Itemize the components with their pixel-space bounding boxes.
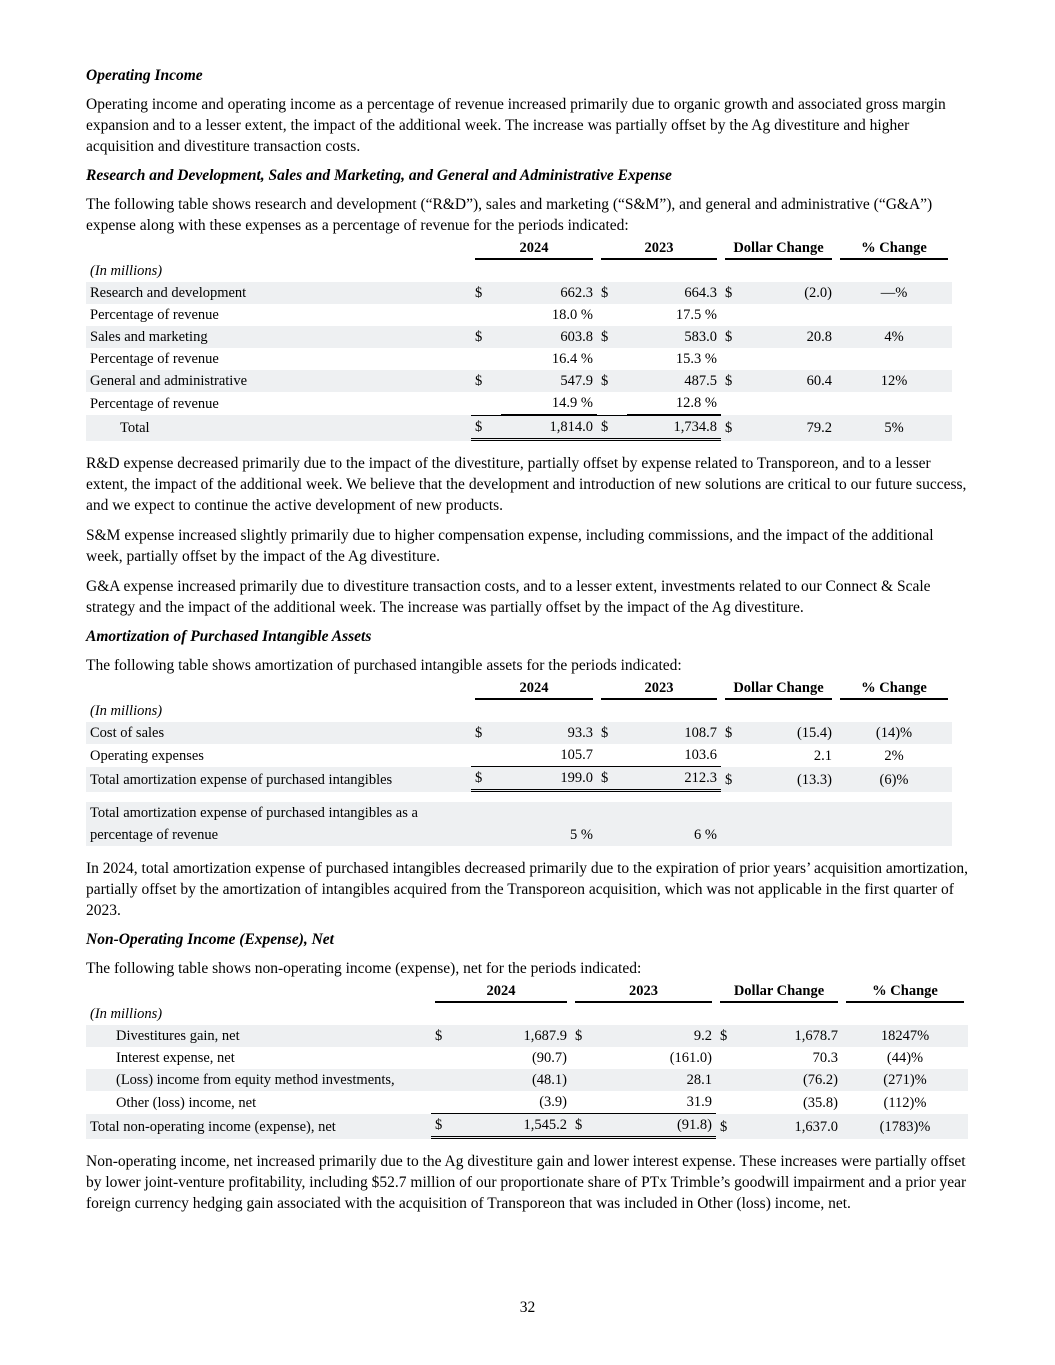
column-header: 2024 [475,678,593,700]
section-heading-rd-sm-ga: Research and Development, Sales and Marketing, and General and Administrative Expense [86,167,672,184]
column-header: 2023 [601,238,717,260]
paragraph: R&D expense decreased primarily due to the impact of the divestiture, partially offset by expense related to Transporeon, and to a lesser extent, the impact of the additional week. We believe that the development and introduction of new solutions are critical to our future success, and we expect to continue the active development of new products. [86,455,967,514]
column-header: % Change [846,981,964,1003]
section-heading-operating-income: Operating Income [86,67,203,84]
column-header: Dollar Change [720,981,838,1003]
paragraph: The following table shows non-operating income (expense), net for the periods indicated: [86,960,642,977]
units-label: (In millions) [90,263,163,279]
paragraph: G&A expense increased primarily due to divestiture transaction costs, and to a lesser extent, investments related to our Connect & Scale strategy and the impact of the additional week. The increase was partially offset by the impact of the Ag divestiture. [86,578,931,616]
amortization-table [86,678,952,846]
table-row-total: Total amortization expense of purchased intangibles $ 199.0 $ 212.3 $ (13.3) (6)% [86,767,952,792]
table-row: (Loss) income from equity method investments, (48.1) 28.1 (76.2) (271)% [86,1069,968,1091]
section-heading-non-operating: Non-Operating Income (Expense), Net [86,931,334,948]
table-row: Total amortization expense of purchased intangibles as a percentage of revenue 5 % 6 % [86,802,952,846]
table-row: Cost of sales $ 93.3 $ 108.7 $ (15.4) (14)% [86,722,952,744]
table-row: Percentage of revenue 18.0 % 17.5 % [90,307,717,323]
paragraph: In 2024, total amortization expense of purchased intangibles decreased primarily due to the expiration of prior years’ acquisition amortization, partially offset by the amortization of intangibles acquired from the Transporeon acquisition, which was not applicable in the first quarter of 2023. [86,860,969,919]
column-header: 2024 [435,981,567,1003]
table-row: Divestitures gain, net $ 1,687.9 $ 9.2 $ 1,678.7 18247% [86,1025,968,1047]
column-header: Dollar Change [725,238,832,260]
table-row-total: Total non-operating income (expense), net $ 1,545.2 $ (91.8) $ 1,637.0 (1783)% [86,1114,968,1139]
table-row: Sales and marketing $ 603.8 $ 583.0 $ 20.8 4% [86,326,952,348]
document-page [86,66,971,1223]
column-header: 2023 [575,981,712,1003]
paragraph: Non-operating income, net increased primarily due to the Ag divestiture gain and lower interest expense. These increases were partially offset by lower joint-venture profitability, including $52.7 million of our proportionate share of PTx Trimble’s goodwill impairment and a prior year foreign currency hedging gain associated with the acquisition of Transporeon that was included in Other (loss) income, net. [86,1153,967,1212]
row-label: percentage of revenue [90,827,219,843]
table-row: General and administrative $ 547.9 $ 487.5 $ 60.4 12% [86,370,952,392]
column-header: 2023 [601,678,717,700]
table-row: Other (loss) income, net (3.9) 31.9 (35.8) (112)% [86,1091,968,1114]
table-row: Research and development $ 662.3 $ 664.3 $ (2.0) —% [86,282,952,304]
non-operating-table [86,981,968,1139]
table-row: Operating expenses 105.7 103.6 2.1 2% [86,744,952,767]
units-label: (In millions) [90,1006,163,1022]
page-number: 32 [519,1299,536,1316]
units-label: (In millions) [90,703,163,719]
column-header: Dollar Change [725,678,832,700]
table-row: Interest expense, net (90.7) (161.0) 70.3 (44)% [116,1050,924,1066]
expense-table [86,238,952,441]
row-label: Total amortization expense of purchased intangibles as a [90,805,418,821]
table-row-total: Total $ 1,814.0 $ 1,734.8 $ 79.2 5% [86,415,952,441]
column-header: % Change [840,678,948,700]
section-heading-amortization: Amortization of Purchased Intangible Assets [86,628,372,645]
paragraph: Operating income and operating income as a percentage of revenue increased primarily due to organic growth and associated gross margin expansion and to a lesser extent, the impact of the additional week. The increase was partially offset by the Ag divestiture and higher acquisition and divestiture transaction costs. [86,96,946,155]
paragraph: S&M expense increased slightly primarily due to higher compensation expense, including commissions, and the impact of the additional week, partially offset by the impact of the Ag divestiture. [86,527,934,565]
paragraph: The following table shows amortization of purchased intangible assets for the periods indicated: [86,657,682,674]
table-row: Percentage of revenue 14.9 % 12.8 % [86,392,952,415]
table-row: Percentage of revenue 16.4 % 15.3 % [90,351,717,367]
column-header: % Change [840,238,948,260]
paragraph: The following table shows research and development (“R&D”), sales and marketing (“S&M”), and general and administrative (“G&A”) expense along with these expenses as a percentage of revenue for the periods indicated: [86,196,933,234]
column-header: 2024 [475,238,593,260]
